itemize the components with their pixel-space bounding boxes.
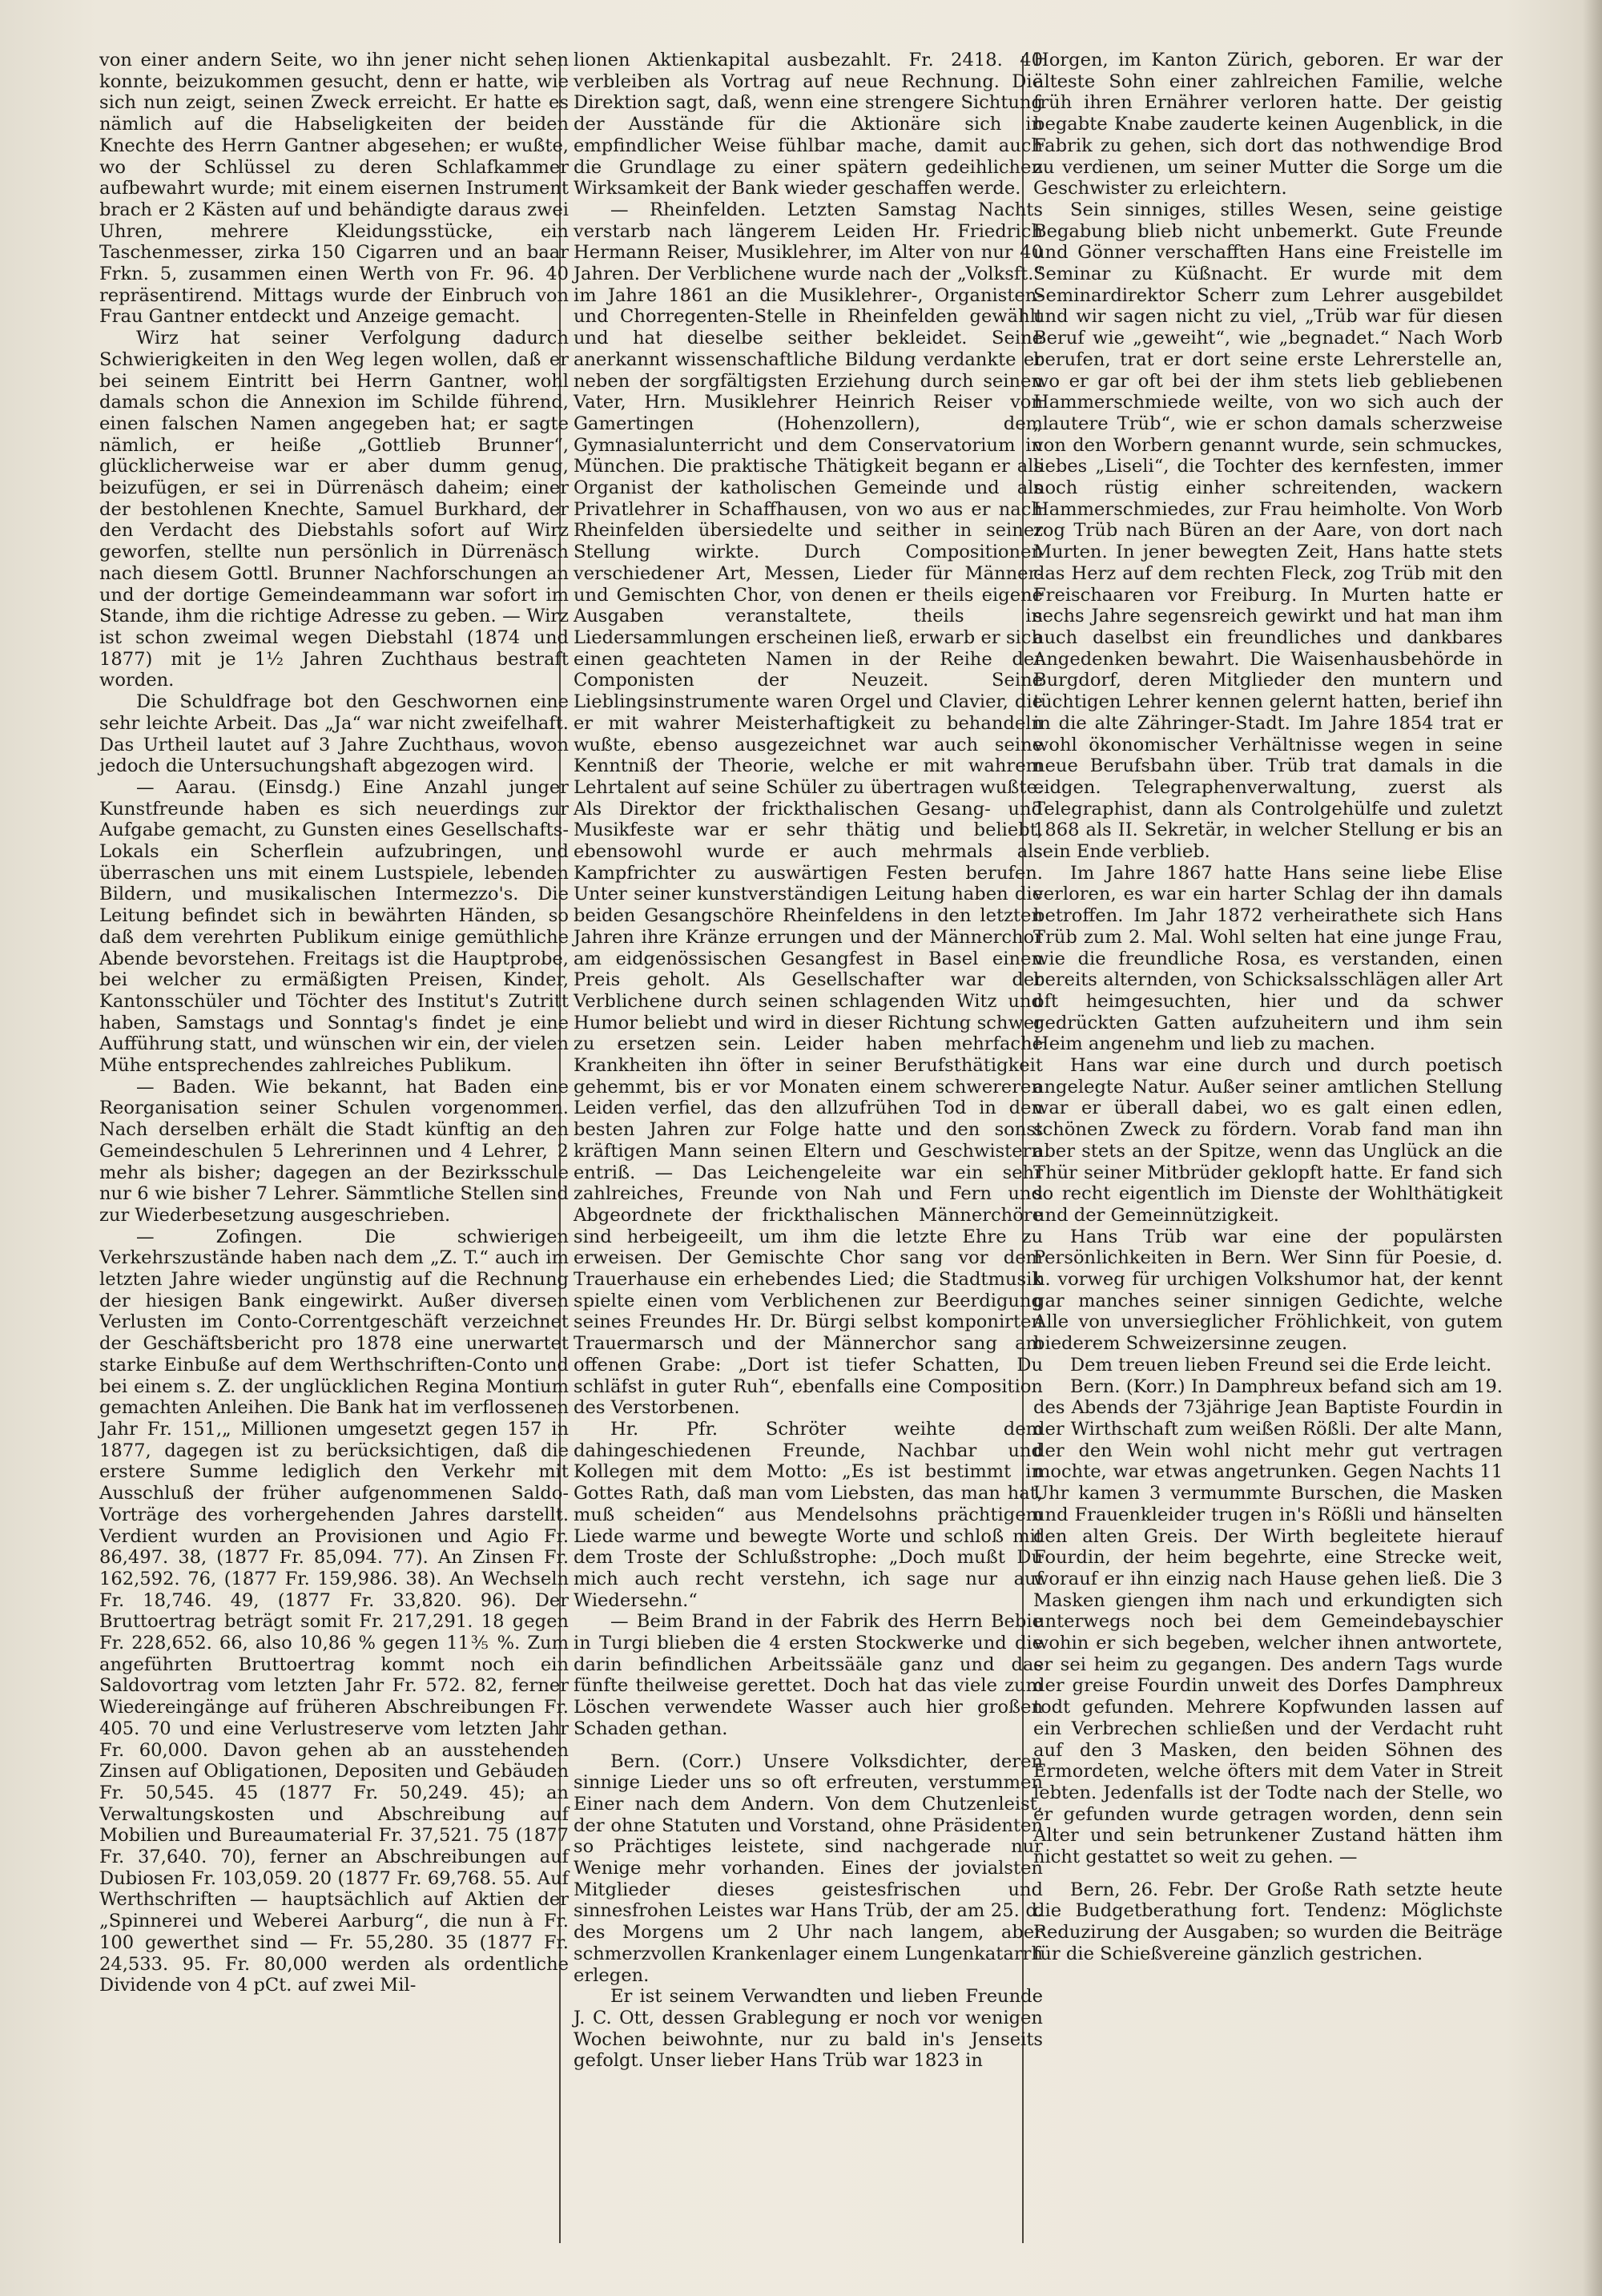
article-paragraph: Die Schuldfrage bot den Geschwornen eine sehr leichte Arbeit. Das „Ja“ war nicht zweifelhaft. Das Urtheil lautet auf 3 Jahre Zuchthaus, wovon jedoch die Untersuchungshaft abgezogen wird. [99,691,569,777]
article-paragraph: Bern, 26. Febr. Der Große Rath setzte heute die Budgetberathung fort. Tendenz: Möglichste Reduzirung der Ausgaben; so wurden die Beiträge für die Schießvereine gänzlich gestrichen. [1033,1879,1503,1964]
article-paragraph: Bern. (Corr.) Unsere Volksdichter, deren sinnige Lieder uns so oft erfreuten, verstummen Einer nach dem Andern. Von dem Chutzenleist, der ohne Statuten und Vorstand, ohne Präsidenten so Prächtiges leistete, sind nachgerade nur Wenige mehr vorhanden. Eines der jovialsten Mitglieder dieses geistesfrischen und sinnesfrohen Leistes war Hans Trüb, der am 25. d. des Morgens um 2 Uhr nach langem, aber schmerzvollen Krankenlager einem Lungenkatarrh erlegen. [574,1750,1043,1986]
article-paragraph: Dem treuen lieben Freund sei die Erde leicht. [1070,1354,1492,1376]
article-paragraph: Im Jahre 1867 hatte Hans seine liebe Elise verloren, es war ein harter Schlag der ihn damals betroffen. Im Jahr 1872 verheirathete sich Hans Trüb zum 2. Mal. Wohl selten hat eine junge Frau, wie die freundliche Rosa, es verstanden, einen bereits alternden, von Schicksalsschlägen aller Art oft heimgesuchten, hier und da schwer gedrückten Gatten aufzuheitern und ihm sein Heim angenehm und lieb zu machen. [1033,862,1503,1055]
article-paragraph: Bern. (Korr.) In Damphreux befand sich am 19. des Abends der 73jährige Jean Baptiste Fourdin in der Wirthschaft zum weißen Rößli. Der alte Mann, der den Wein wohl nicht mehr gut vertragen mochte, war etwas angetrunken. Gegen Nachts 11 Uhr kamen 3 vermummte Burschen, die Masken und Frauenkleider trugen in's Rößli und hänselten den alten Greis. Der Wirth begleitete hierauf Fourdin, der heim begehrte, eine Strecke weit, worauf er ihn einzig nach Hause gehen ließ. Die 3 Masken giengen ihm nach und erkundigten sich unterwegs noch bei dem Gemeindebayschier wohin er sich begeben, welcher ihnen antwortete, er sei heim zu gegangen. Des andern Tags wurde der greise Fourdin unweit des Dorfes Damphreux todt gefunden. Mehrere Kopfwunden lassen auf ein Verbrechen schließen und der Verdacht ruht auf den 3 Masken, den beiden Söhnen des Ermordeten, welche öfters mit dem Vater in Streit lebten. Jedenfalls ist der Todte nach der Stelle, wo er gefunden wurde getragen worden, denn sein Alter und sein betrunkener Zustand hätten ihm nicht gestattet so weit zu gehen. — [1033,1376,1503,1868]
article-paragraph: — Rheinfelden. Letzten Samstag Nachts verstarb nach längerem Leiden Hr. Friedrich Hermann Reiser, Musiklehrer, im Alter von nur 40 Jahren. Der Verblichene wurde nach der „Volksft.“ im Jahre 1861 an die Musiklehrer-, Organisten- und Chorregenten-Stelle in Rheinfelden gewählt und hat dieselbe seither bekleidet. Seine anerkannt wissenschaftliche Bildung verdankte er neben der sorgfältigsten Erziehung durch seinen Vater, Hrn. Musiklehrer Heinrich Reiser von Gamertingen (Hohenzollern), dem Gymnasialunterricht und dem Conservatorium in München. Die praktische Thätigkeit begann er als Organist der katholischen Gemeinde und als Privatlehrer in Schaffhausen, von wo aus er nach Rheinfelden übersiedelte und seither in seiner Stellung wirkte. Durch Compositionen verschiedener Art, Messen, Lieder für Männer- und Gemischten Chor, von denen er theils eigene Ausgaben veranstaltete, theils in Liedersammlungen erscheinen ließ, erwarb er sich einen geachteten Namen in der Reihe der Componisten der Neuzeit. Seine Lieblingsinstrumente waren Orgel und Clavier, die er mit wahrer Meisterhaftigkeit zu behandeln wußte, ebenso ausgezeichnet war auch seine Kenntniß der Theorie, welche er mit wahrem Lehrtalent auf seine Schüler zu übertragen wußte. Als Direktor der frickthalischen Gesang- und Musikfeste war er sehr thätig und beliebt, ebensowohl wurde er auch mehrmals als Kampfrichter zu auswärtigen Festen berufen. Unter seiner kunstverständigen Leitung haben die beiden Gesangschöre Rheinfeldens in den letzten Jahren ihre Kränze errungen und der Männerchor am eidgenössischen Gesangfest in Basel einen Preis geholt. Als Gesellschafter war der Verblichene durch seinen schlagenden Witz und Humor beliebt und wird in dieser Richtung schwer zu ersetzen sein. Leider haben mehrfache Krankheiten ihn öfter in seiner Berufsthätigkeit gehemmt, bis er vor Monaten einem schwereren Leiden verfiel, das den allzufrühen Tod in den besten Jahren zur Folge hatte und den sonst kräftigen Mann seinen Eltern und Geschwistern entriß. — Das Leichengeleite war ein sehr zahlreiches, Freunde von Nah und Fern und Abgeordnete der frickthalischen Männerchöre sind herbeigeeilt, um ihm die letzte Ehre zu erweisen. Der Gemischte Chor sang vor dem Trauerhause ein erhebendes Lied; die Stadtmusik spielte einen vom Verblichenen zur Beerdigung seines Freundes Hr. Dr. Bürgi selbst komponirten Trauermarsch und der Männerchor sang am offenen Grabe: „Dort ist tiefer Schatten, Du schläfst in guter Ruh“, ebenfalls eine Composition des Verstorbenen. [574,199,1043,1419]
article-paragraph: Hans war eine durch und durch poetisch angelegte Natur. Außer seiner amtlichen Stellung war er überall dabei, wo es galt einen edlen, schönen Zweck zu fördern. Vorab fand man ihn aber stets an der Spitze, wenn das Unglück an die Thür seiner Mitbrüder geklopft hatte. Er fand sich so recht eigentlich im Dienste der Wohlthätigkeit und der Gemeinnützigkeit. [1033,1055,1503,1226]
article-paragraph: — Aarau. (Einsdg.) Eine Anzahl junger Kunstfreunde haben es sich neuerdings zur Aufgabe gemacht, zu Gunsten eines Gesellschafts-Lokals ein Scherflein aufzubringen, und überraschen uns mit einem Lustspiele, lebenden Bildern, und musikalischen Intermezzo's. Die Leitung befindet sich in bewährten Händen, so daß dem verehrten Publikum einige gemüthliche Abende bevorstehen. Freitags ist die Hauptprobe, bei welcher zu ermäßigten Preisen, Kinder, Kantonsschüler und Töchter des Institut's Zutritt haben, Samstags und Sonntag's findet je eine Aufführung statt, und wünschen wir ein, der vielen Mühe entsprechendes zahlreiches Publikum. [99,776,569,1077]
article-paragraph: — Beim Brand in der Fabrik des Herrn Bebie in Turgi blieben die 4 ersten Stockwerke und die darin befindlichen Arbeitssääle ganz und das fünfte theilweise gerettet. Doch hat das viele zum Löschen verwendete Wasser auch hier großen Schaden gethan. [574,1611,1043,1739]
article-paragraph: — Zofingen. Die schwierigen Verkehrszustände haben nach dem „Z. T.“ auch im letzten Jahre wieder ungünstig auf die Rechnung der hiesigen Bank eingewirkt. Außer diversen Verlusten im Conto-Correntgeschäft verzeichnet der Geschäftsbericht pro 1878 eine unerwartet starke Einbuße auf dem Werthschriften-Conto und bei einem s. Z. der unglücklichen Regina Montium gemachten Anleihen. Die Bank hat im verflossenen Jahr Fr. 151,„ Millionen umgesetzt gegen 157 in 1877, dagegen ist zu berücksichtigen, daß die erstere Summe lediglich den Verkehr mit Ausschluß der früher aufgenommenen Saldo-Vorträge des vorhergehenden Jahres darstellt. Verdient wurden an Provisionen und Agio Fr. 86,497. 38, (1877 Fr. 85,094. 77). An Zinsen Fr. 162,592. 76, (1877 Fr. 159,986. 38). An Wechseln Fr. 18,746. 49, (1877 Fr. 33,820. 96). Der Bruttoertrag beträgt somit Fr. 217,291. 18 gegen Fr. 228,652. 66, also 10,86 % gegen 11⅗ %. Zum angeführten Bruttoertrag kommt noch ein Saldovortrag vom letzten Jahr Fr. 572. 82, ferner Wiedereingänge auf früheren Abschreibungen Fr. 405. 70 und eine Verlustreserve vom letzten Jahr Fr. 60,000. Davon gehen ab an ausstehenden Zinsen auf Obligationen, Depositen und Gebäuden Fr. 50,545. 45 (1877 Fr. 50,249. 45); an Verwaltungskosten und Abschreibung auf Mobilien und Bureaumaterial Fr. 37,521. 75 (1877 Fr. 37,640. 70), ferner an Abschreibungen auf Dubiosen Fr. 103,059. 20 (1877 Fr. 69,768. 55. Auf Werthschriften — hauptsächlich auf Aktien der „Spinnerei und Weberei Aarburg“, die nun à Fr. 100 gewerthet sind — Fr. 55,280. 35 (1877 Fr. 24,533. 95. Fr. 80,000 werden als ordentliche Dividende von 4 pCt. auf zwei Mil- [99,1226,569,1996]
article-paragraph: lionen Aktienkapital ausbezahlt. Fr. 2418. 40 verbleiben als Vortrag auf neue Rechnung. Die Direktion sagt, daß, wenn eine strengere Sichtung der Ausstände für die Aktionäre sich in empfindlicher Weise fühlbar mache, damit auch die Grundlage zu einer spätern gedeihlichen Wirksamkeit der Bank wieder geschaffen werde. [574,50,1043,199]
article-paragraph: Hr. Pfr. Schröter weihte dem dahingeschiedenen Freunde, Nachbar und Kollegen mit dem Motto: „Es ist bestimmt in Gottes Rath, daß man vom Liebsten, das man hat, muß scheiden“ aus Mendelsohns prächtigem Liede warme und bewegte Worte und schloß mit dem Troste der Schlußstrophe: „Doch mußt Du mich auch recht verstehn, ich sage nur auf Wiedersehn.“ [574,1419,1043,1611]
article-paragraph: Sein sinniges, stilles Wesen, seine geistige Begabung blieb nicht unbemerkt. Gute Freunde und Gönner verschafften Hans eine Freistelle im Seminar zu Küßnacht. Er wurde mit dem Seminardirektor Scherr zum Lehrer ausgebildet und wir sagen nicht zu viel, „Trüb war für diesen Beruf wie „geweiht“, wie „begnadet.“ Nach Worb berufen, trat er dort seine erste Lehrerstelle an, wo er gar oft bei der ihm stets lieb gebliebenen Hammerschmiede weilte, von wo sich auch der „lautere Trüb“, wie er schon damals scherzweise von den Worbern genannt wurde, sein schmuckes, liebes „Liseli“, die Tochter des kernfesten, immer noch rüstig einher schreitenden, wackern Hammerschmiedes, zur Frau heimholte. Von Worb zog Trüb nach Büren an der Aare, von dort nach Murten. In jener bewegten Zeit, Hans hatte stets das Herz auf dem rechten Fleck, zog Trüb mit den Freischaaren vor Freiburg. In Murten hatte er sechs Jahre segensreich gewirkt und hat man ihm auch daselbst ein freundliches und dankbares Angedenken bewahrt. Die Waisenhausbehörde in Burgdorf, deren Mitglieder den muntern und tüchtigen Lehrer kennen gelernt hatten, berief ihn in die alte Zähringer-Stadt. Im Jahre 1854 trat er wohl ökonomischer Verhältnisse wegen in seine neue Berufsbahn über. Trüb trat damals in die eidgen. Telegraphenverwaltung, zuerst als Telegraphist, dann als Controlgehülfe und zuletzt 1868 als II. Sekretär, in welcher Stellung er bis an sein Ende verblieb. [1033,199,1503,863]
article-paragraph: Wirz hat seiner Verfolgung dadurch Schwierigkeiten in den Weg legen wollen, daß er bei seinem Eintritt bei Herrn Gantner, wohl damals schon die Annexion im Schilde führend, einen falschen Namen angegeben hat; er sagte nämlich, er heiße „Gottlieb Brunner“, glücklicherweise war er aber dumm genug, beizufügen, er sei in Dürrenäsch daheim; einer der bestohlenen Knechte, Samuel Burkhard, der den Verdacht des Diebstahls sofort auf Wirz geworfen, stellte nun persönlich in Dürrenäsch nach diesem Gottl. Brunner Nachforschungen an und der dortige Gemeindeammann war sofort im Stande, ihm die richtige Adresse zu geben. — Wirz ist schon zweimal wegen Diebstahl (1874 und 1877) mit je 1½ Jahren Zuchthaus bestraft worden. [99,328,569,691]
article-paragraph: von einer andern Seite, wo ihn jener nicht sehen konnte, beizukommen gesucht, denn er hatte, wie sich nun zeigt, seinen Zweck erreicht. Er hatte es nämlich auf die Habseligkeiten der beiden Knechte des Herrn Gantner abgesehen; er wußte, wo der Schlüssel zu deren Schlafkammer aufbewahrt wurde; mit einem eisernen Instrument brach er 2 Kästen auf und behändigte daraus zwei Uhren, mehrere Kleidungsstücke, ein Taschenmesser, zirka 150 Cigarren und an baar Frkn. 5, zusammen einen Werth von Fr. 96. 40 repräsentirend. Mittags wurde der Einbruch von Frau Gantner entdeckt und Anzeige gemacht. [99,50,569,328]
article-paragraph: Er ist seinem Verwandten und lieben Freunde J. C. Ott, dessen Grablegung er noch vor wenigen Wochen beiwohnte, nur zu bald in's Jenseits gefolgt. Unser lieber Hans Trüb war 1823 in [574,1986,1043,2072]
column-2 [574,50,1043,2072]
article-paragraph: Horgen, im Kanton Zürich, geboren. Er war der älteste Sohn einer zahlreichen Familie, welche früh ihren Ernährer verloren hatte. Der geistig begabte Knabe zauderte keinen Augenblick, in die Fabrik zu gehen, sich dort das nothwendige Brod zu verdienen, um seiner Mutter die Sorge um die Geschwister zu erleichtern. [1033,50,1503,199]
article-paragraph: Hans Trüb war eine der populärsten Persönlichkeiten in Bern. Wer Sinn für Poesie, d. h. vorweg für urchigen Volkshumor hat, der kennt gar manches seiner sinnigen Gedichte, welche Alle von unversieglicher Fröhlichkeit, von gutem biederem Schweizersinne zeugen. [1033,1226,1503,1355]
column-1 [99,50,569,1996]
article-paragraph: — Baden. Wie bekannt, hat Baden eine Reorganisation seiner Schulen vorgenommen. Nach derselben erhält die Stadt künftig an den Gemeindeschulen 5 Lehrerinnen und 4 Lehrer, 2 mehr als bisher; dagegen an der Bezirksschule nur 6 wie bisher 7 Lehrer. Sämmtliche Stellen sind zur Wiederbesetzung ausgeschrieben. [99,1076,569,1226]
column-3 [1033,50,1503,1965]
